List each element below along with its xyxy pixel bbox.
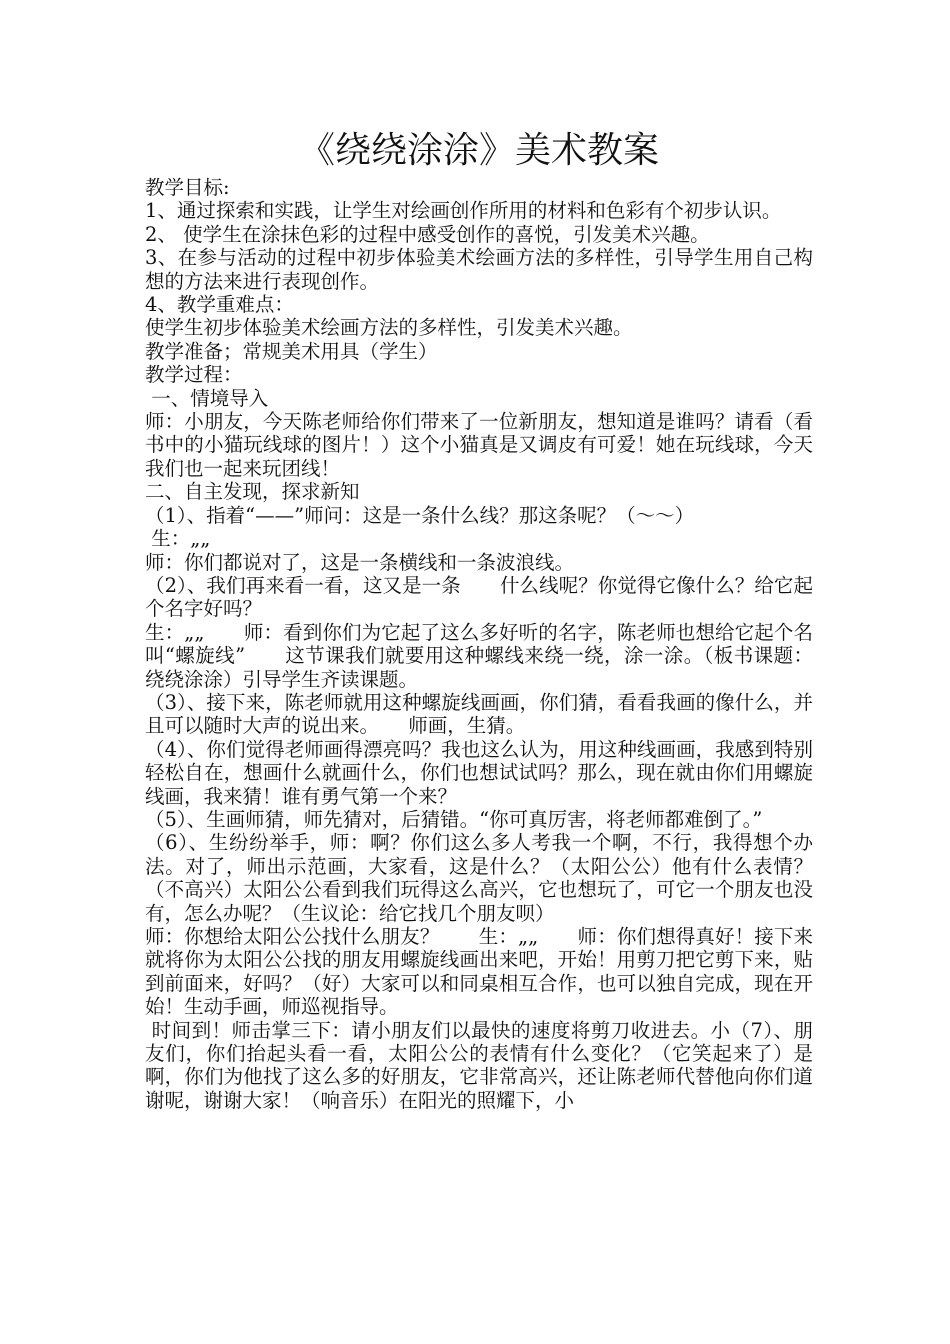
paragraph-key-points-heading: 4、教学重难点： bbox=[145, 293, 294, 317]
paragraph-key-points: 使学生初步体验美术绘画方法的多样性，引发美术兴趣。 bbox=[145, 316, 633, 340]
paragraph-objectives-heading: 教学目标: bbox=[145, 176, 230, 199]
paragraph-process-heading: 教学过程： bbox=[145, 363, 243, 387]
document-page bbox=[145, 128, 813, 1112]
paragraph-objective-1: 1、通过探索和实践，让学生对绘画创作所用的材料和色彩有个初步认识。 bbox=[145, 199, 782, 223]
document-body bbox=[145, 176, 813, 1112]
paragraph-step-6: （6）、生纷纷举手，师：啊？你们这么多人考我一个啊，不行，我得想个办法。对了，师出示范画，大家看，这是什么？（太阳公公）他有什么表情？（不高兴）太阳公公看到我们玩得这么高兴，它也想玩了，可它一个朋友也没有，怎么办呢？（生议论：给它找几个朋友呗） bbox=[145, 831, 813, 925]
paragraph-section-1-heading: 一、情境导入 bbox=[145, 386, 269, 410]
paragraph-intro: 师：小朋友，今天陈老师给你们带来了一位新朋友，想知道是谁吗？请看（看书中的小猫玩线球的图片！）这个小猫真是又调皮有可爱！她在玩线球，今天我们也一起来玩团线！ bbox=[145, 410, 813, 480]
paragraph-step-3: （3）、接下来，陈老师就用这种螺旋线画画，你们猜，看看我画的像什么，并且可以随时大声的说出来。 师画，生猜。 bbox=[145, 690, 813, 738]
paragraph-step-5: （5）、生画师猜，师先猜对，后猜错。“你可真厉害，将老师都难倒了。” bbox=[145, 807, 763, 831]
paragraph-sun-friends: 师：你想给太阳公公找什么朋友？ 生：„„ 师：你们想得真好！接下来就将你为太阳公公找的朋友用螺旋线画出来吧，开始！用剪刀把它剪下来，贴到前面来，好吗？（好）大家可以和同桌相互合作，也可以独自完成，现在开始！生动手画，师巡视指导。 bbox=[145, 925, 813, 1019]
paragraph-teacher-reply-1: 师：你们都说对了，这是一条横线和一条波浪线。 bbox=[145, 550, 575, 574]
paragraph-step-2: （2）、我们再来看一看，这又是一条 什么线呢？你觉得它像什么？给它起个名字好吗？ bbox=[145, 573, 813, 621]
paragraph-step-1: （1）、指着“——”师问：这是一条什么线？那这条呢？（～～） bbox=[145, 503, 695, 527]
paragraph-objective-3: 3、在参与活动的过程中初步体验美术绘画方法的多样性，引导学生用自己构想的方法来进行表现创作。 bbox=[145, 246, 813, 293]
paragraph-spiral-naming: 生：„„ 师：看到你们为它起了这么多好听的名字，陈老师也想给它起个名叫“螺旋线” 这节课我们就要用这种螺线来绕一绕，涂一涂。（板书课题：绕绕涂涂）引导学生齐读课题。 bbox=[145, 620, 813, 691]
paragraph-objective-2: 2、 使学生在涂抹色彩的过程中感受创作的喜悦，引发美术兴趣。 bbox=[145, 222, 710, 246]
paragraph-student-reply-1: 生：„„ bbox=[145, 527, 211, 551]
paragraph-section-2-heading: 二、自主发现，探求新知 bbox=[145, 480, 360, 504]
paragraph-preparation: 教学准备；常规美术用具（学生） bbox=[145, 339, 438, 363]
paragraph-step-7: 时间到！师击掌三下：请小朋友们以最快的速度将剪刀收进去。小（7）、朋友们，你们抬起头看一看，太阳公公的表情有什么变化？（它笑起来了）是啊，你们为他找了这么多的好朋友，它非常高兴，还让陈老师代替他向你们道谢呢，谢谢大家！（响音乐）在阳光的照耀下，小 bbox=[145, 1018, 813, 1112]
document-title: 《绕绕涂涂》美术教案 bbox=[298, 130, 659, 171]
paragraph-step-4: （4）、你们觉得老师画得漂亮吗？我也这么认为，用这种线画画，我感到特别轻松自在，想画什么就画什么，你们也想试试吗？那么，现在就由你们用螺旋线画，我来猜！谁有勇气第一个来？ bbox=[145, 737, 813, 808]
